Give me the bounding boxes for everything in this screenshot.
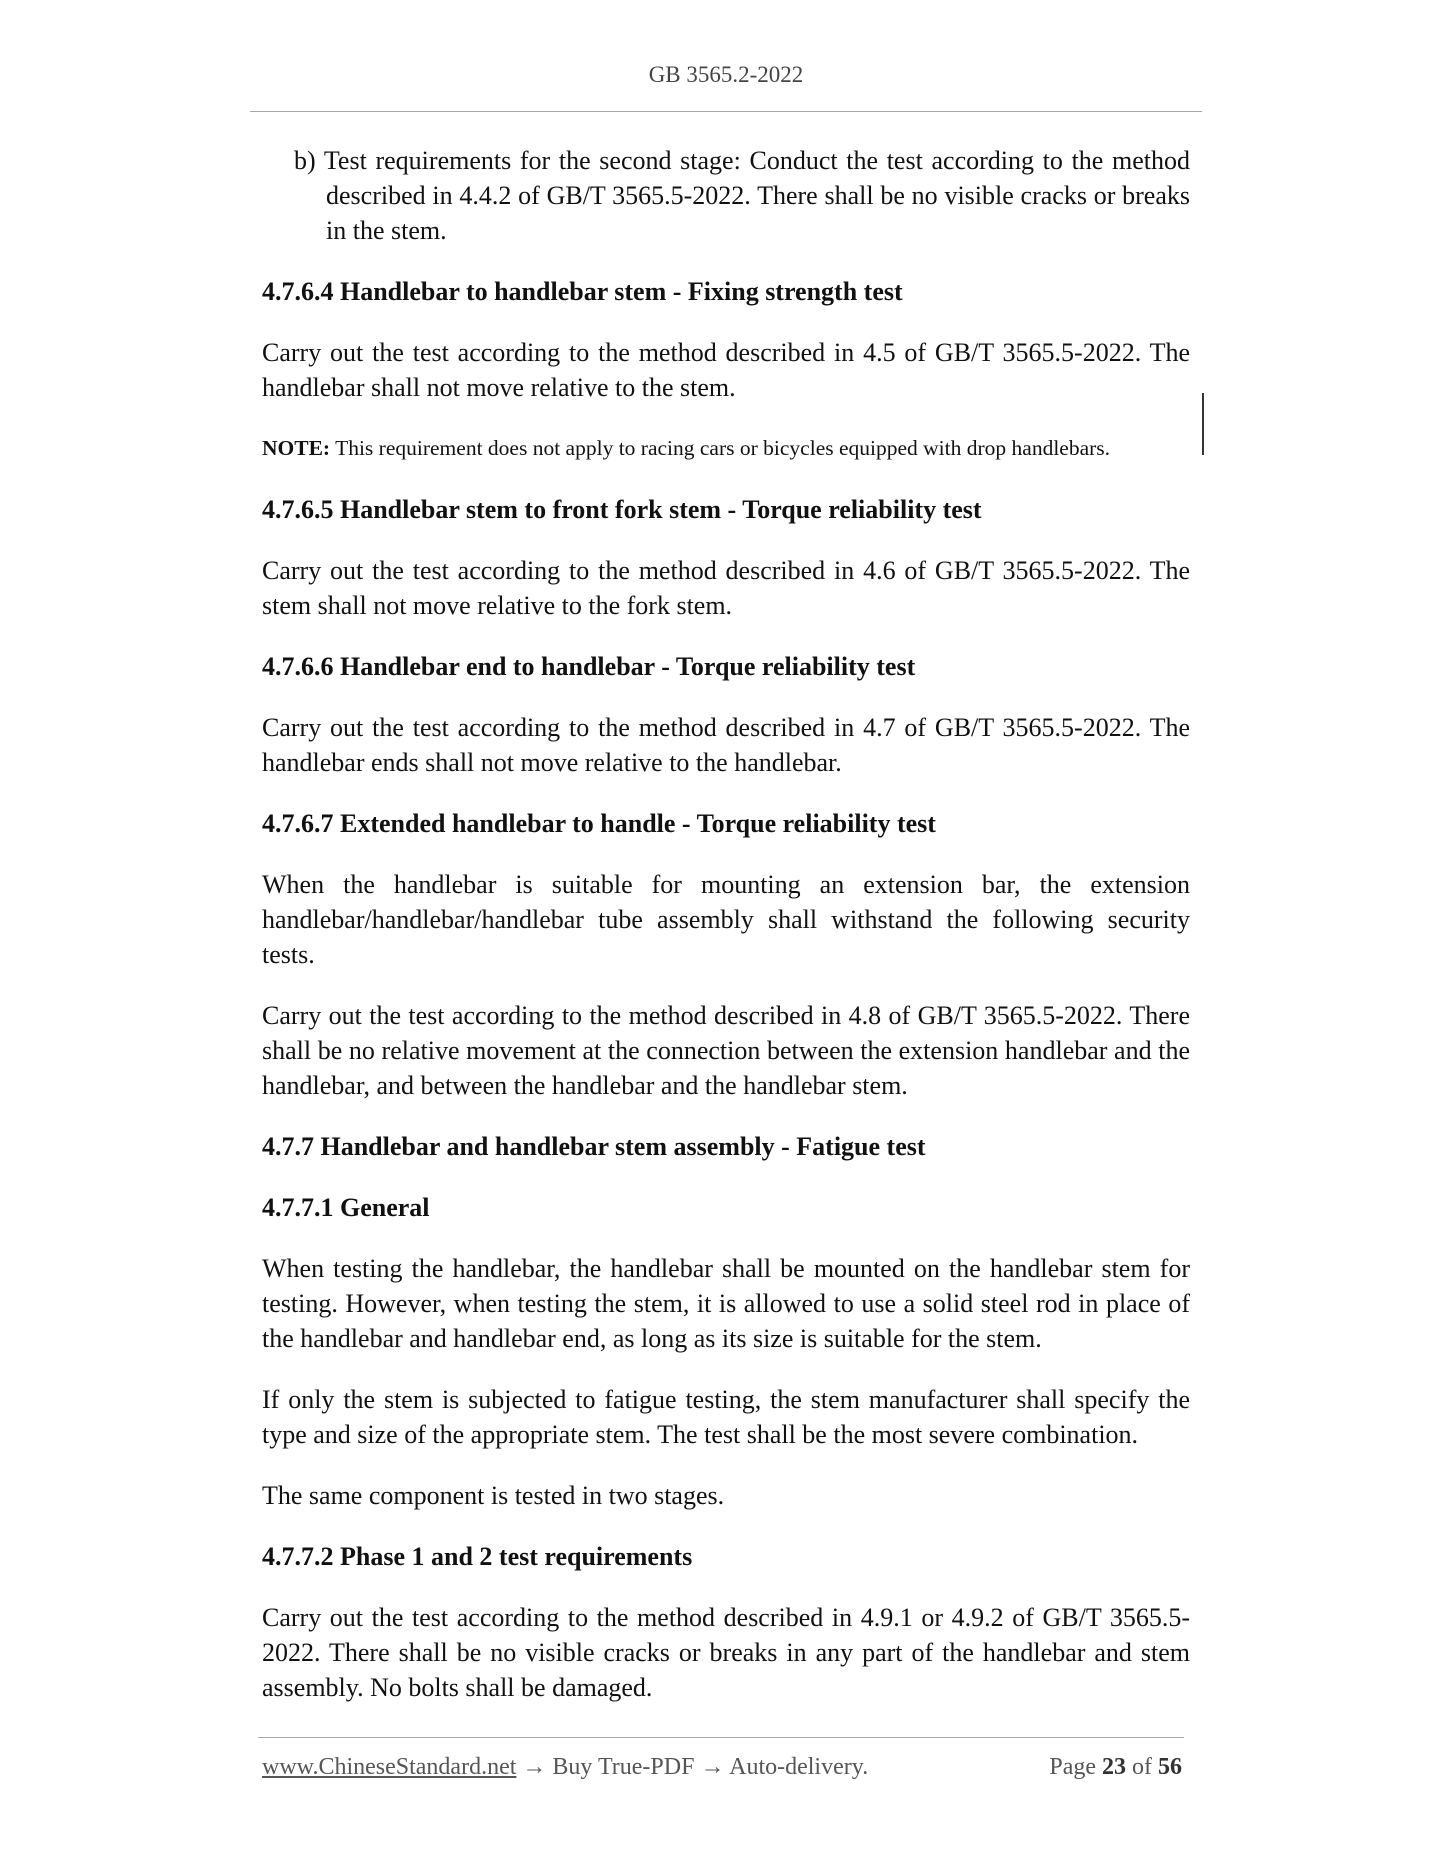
paragraph-4-7-6-5: Carry out the test according to the method described in 4.6 of GB/T 3565.5-2022. The stem shall not move relative to the fork stem.	[262, 556, 1190, 620]
document-body	[262, 143, 1190, 1731]
section-heading-4-7-6-6: 4.7.6.6 Handlebar end to handlebar - Torque reliability test	[262, 652, 916, 681]
paragraph-4-7-6-7-b: Carry out the test according to the method described in 4.8 of GB/T 3565.5-2022. There shall be no relative movement at the connection between the extension handlebar and the handlebar, and between the handlebar and the handlebar stem.	[262, 1001, 1190, 1100]
section-heading-4-7-6-5: 4.7.6.5 Handlebar stem to front fork stem - Torque reliability test	[262, 495, 982, 524]
paragraph-4-7-6-4: Carry out the test according to the method described in 4.5 of GB/T 3565.5-2022. The handlebar shall not move relative to the stem.	[262, 338, 1190, 402]
note-text: This requirement does not apply to racing cars or bicycles equipped with drop handlebars.	[330, 436, 1111, 460]
page-header	[250, 62, 1202, 88]
page-total: 56	[1158, 1754, 1182, 1780]
promo-text: → Buy True-PDF → Auto-delivery.	[516, 1754, 869, 1780]
note-paragraph	[262, 431, 1190, 466]
paragraph-4-7-6-6: Carry out the test according to the method described in 4.7 of GB/T 3565.5-2022. The handlebar ends shall not move relative to the handlebar.	[262, 713, 1190, 777]
section-heading-4-7-6-7: 4.7.6.7 Extended handlebar to handle - Torque reliability test	[262, 809, 936, 838]
list-item-b: b) Test requirements for the second stage: Conduct the test according to the method described in 4.4.2 of GB/T 3565.5-2022. There shall be no visible cracks or breaks in the stem.	[294, 146, 1190, 245]
page-number	[1049, 1754, 1182, 1781]
document-code: GB 3565.2-2022	[648, 62, 804, 87]
footer-promo	[262, 1754, 868, 1781]
section-heading-4-7-6-4: 4.7.6.4 Handlebar to handlebar stem - Fixing strength test	[262, 277, 903, 306]
header-divider	[250, 111, 1202, 112]
site-link[interactable]: www.ChineseStandard.net	[262, 1754, 517, 1780]
paragraph-4-7-6-7-a: When the handlebar is suitable for mounting an extension bar, the extension handlebar/handlebar/handlebar tube assembly shall withstand the following security tests.	[262, 870, 1190, 969]
section-heading-4-7-7: 4.7.7 Handlebar and handlebar stem assembly - Fatigue test	[262, 1132, 926, 1161]
paragraph-4-7-7-1-c: The same component is tested in two stages.	[262, 1481, 725, 1510]
note-label: NOTE:	[262, 436, 331, 460]
page-footer	[262, 1754, 1182, 1781]
page-word: Page	[1049, 1754, 1102, 1780]
paragraph-4-7-7-2: Carry out the test according to the method described in 4.9.1 or 4.9.2 of GB/T 3565.5-2022. There shall be no visible cracks or breaks in any part of the handlebar and stem assembly. No bolts shall be damaged.	[262, 1603, 1190, 1702]
section-heading-4-7-7-1: 4.7.7.1 General	[262, 1193, 430, 1222]
paragraph-4-7-7-1-a: When testing the handlebar, the handlebar shall be mounted on the handlebar stem for testing. However, when testing the stem, it is allowed to use a solid steel rod in place of the handlebar and handlebar end, as long as its size is suitable for the stem.	[262, 1254, 1190, 1353]
paragraph-4-7-7-1-b: If only the stem is subjected to fatigue testing, the stem manufacturer shall specify the type and size of the appropriate stem. The test shall be the most severe combination.	[262, 1385, 1190, 1449]
page-current: 23	[1102, 1754, 1126, 1780]
page-of: of	[1126, 1754, 1158, 1780]
footer-divider	[258, 1737, 1184, 1738]
section-heading-4-7-7-2: 4.7.7.2 Phase 1 and 2 test requirements	[262, 1542, 693, 1571]
change-bar	[1202, 393, 1204, 455]
